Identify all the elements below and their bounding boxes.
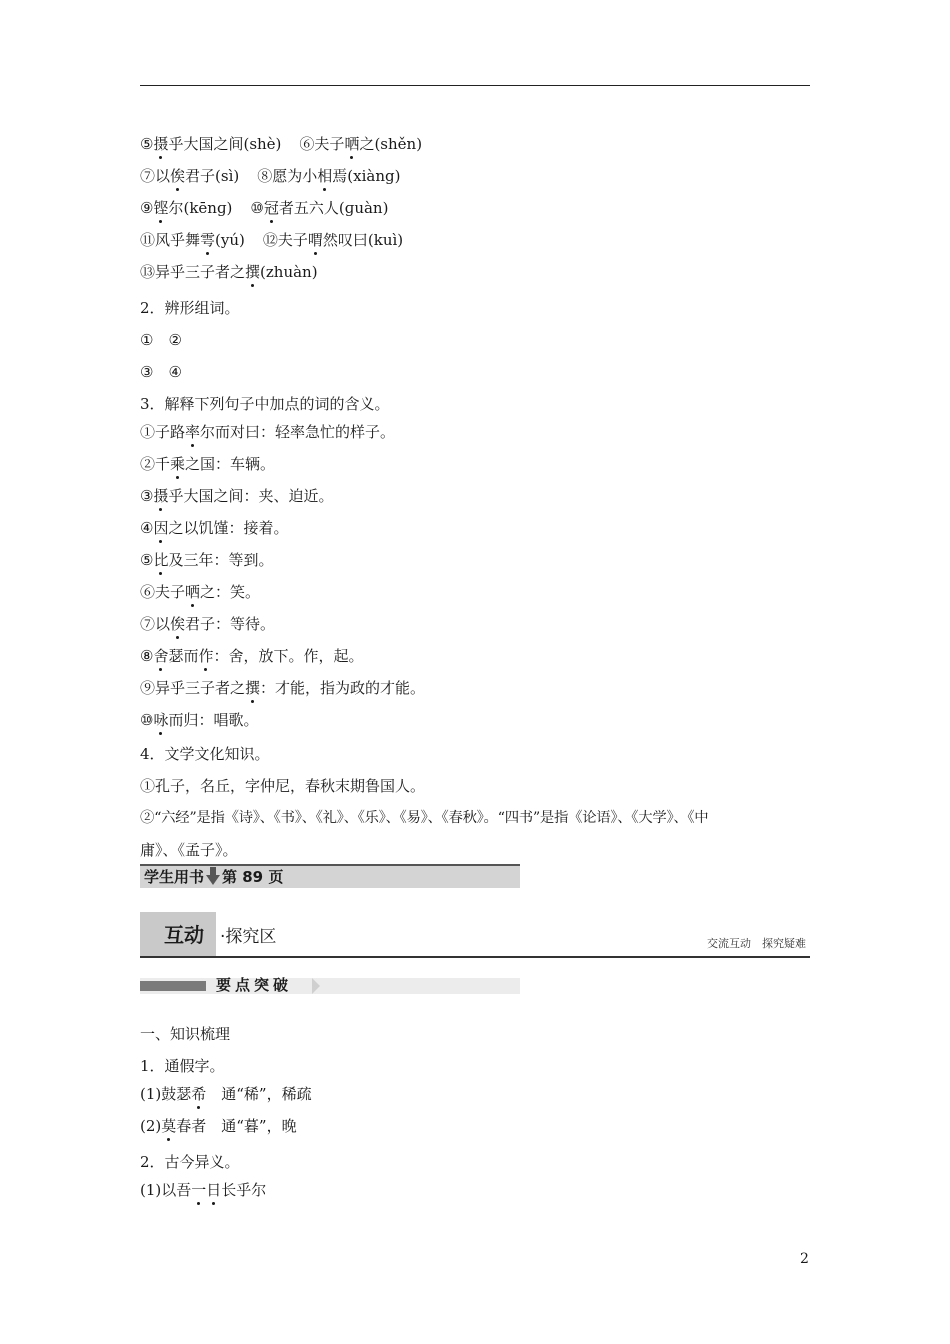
text: 之(shěn) — [359, 135, 423, 153]
dotted-char: 因 — [153, 519, 169, 537]
dotted-char: 铿 — [153, 199, 169, 217]
text: ④ — [140, 519, 154, 537]
form-heading: 2．辨形组词。 — [140, 299, 240, 317]
dotted-char: 撰 — [245, 263, 261, 281]
text: 之：笑。 — [200, 583, 261, 601]
explain-item-7 — [140, 614, 275, 634]
text: ：舍，放下。作，起。 — [213, 647, 364, 665]
text: (zhuàn) — [260, 263, 318, 281]
explain-item-8 — [140, 646, 364, 666]
explain-item-2 — [140, 454, 275, 474]
text: ③ — [140, 487, 154, 505]
dotted-char: 喟 — [307, 231, 323, 249]
dotted-char: 哂 — [344, 135, 360, 153]
text: ⑩ — [250, 199, 264, 217]
dotted-char: 比 — [153, 551, 169, 569]
pronunciation-line-1 — [140, 134, 422, 154]
text: 而归：唱歌。 — [168, 711, 259, 729]
dotted-char: 相 — [317, 167, 333, 185]
dotted-char: 咏 — [153, 711, 169, 729]
dotted-char: 哂 — [185, 583, 201, 601]
text: 尔(kēnɡ) — [168, 199, 233, 217]
text: ⑨异乎三子者之 — [140, 679, 246, 697]
text: ⑫夫子 — [262, 231, 308, 249]
gujin-item-1 — [140, 1180, 266, 1200]
key-points-label: 要点突破 — [216, 976, 293, 994]
explain-item-10 — [140, 710, 258, 730]
text: 乎大国之间(shè) — [168, 135, 282, 153]
text: ②千 — [140, 455, 171, 473]
arrow-down-icon — [206, 867, 220, 885]
text: 君子：等待。 — [185, 615, 276, 633]
tongjia-item-2 — [140, 1116, 297, 1136]
explain-item-5 — [140, 550, 273, 570]
dotted-char: 摄 — [153, 487, 169, 505]
dotted-char: 希 — [191, 1085, 207, 1103]
text: 长乎尔 — [221, 1181, 267, 1199]
page-number: 2 — [800, 1251, 809, 1267]
section-tagline: 交流互动 探究疑难 — [707, 937, 806, 950]
tongjia-item-1 — [140, 1084, 312, 1104]
banner-bar — [140, 981, 206, 991]
text: ⑧ — [140, 647, 154, 665]
text: ⑥夫子 — [299, 135, 345, 153]
banner-text — [144, 867, 283, 887]
student-book-banner — [140, 864, 520, 888]
dotted-char: 作 — [198, 647, 214, 665]
explain-item-4 — [140, 518, 288, 538]
form-row-1: ① ② — [140, 331, 182, 349]
text: 君子(sì) — [185, 167, 240, 185]
explain-item-3 — [140, 486, 333, 506]
explain-item-6 — [140, 582, 260, 602]
culture-item-2-cont: 庸》、《孟子》。 — [140, 841, 238, 859]
text: 通“稀”，稀疏 — [206, 1085, 312, 1103]
banner-left-label: 学生用书 — [144, 868, 205, 886]
knowledge-heading: 一、知识梳理 — [140, 1025, 231, 1043]
key-points-banner — [140, 978, 520, 994]
dotted-char: 日 — [206, 1181, 222, 1199]
dotted-char: 俟 — [170, 615, 186, 633]
text: 春者 通“暮”，晚 — [176, 1117, 297, 1135]
text: (2) — [140, 1117, 162, 1135]
dotted-char: 俟 — [170, 167, 186, 185]
text: ⑧愿为小 — [257, 167, 318, 185]
explain-item-9 — [140, 678, 425, 698]
dotted-char: 撰 — [245, 679, 261, 697]
section-subtitle: ·探究区 — [220, 927, 277, 947]
text: ⑨ — [140, 199, 154, 217]
pronunciation-line-4 — [140, 230, 403, 250]
text: ：才能，指为政的才能。 — [260, 679, 426, 697]
pronunciation-line-3 — [140, 198, 388, 218]
banner-page-label: 第 89 页 — [222, 868, 284, 886]
text: 焉(xiàng) — [332, 167, 401, 185]
tongjia-heading: 1．通假字。 — [140, 1057, 225, 1075]
text: 乎大国之间：夹、迫近。 — [168, 487, 334, 505]
dotted-char: 雩 — [200, 231, 216, 249]
text: 然叹曰(kuì) — [322, 231, 404, 249]
text: ⑤ — [140, 135, 154, 153]
text: 之以饥馑：接着。 — [168, 519, 289, 537]
gujin-heading: 2．古今异义。 — [140, 1153, 240, 1171]
section-title: 互动 — [164, 923, 204, 947]
text: ⑦以 — [140, 167, 171, 185]
text: (1)鼓瑟 — [140, 1085, 192, 1103]
form-row-2: ③ ④ — [140, 363, 182, 381]
dotted-char: 率 — [185, 423, 201, 441]
dotted-char: 摄 — [153, 135, 169, 153]
chevron-right-icon — [312, 978, 320, 994]
culture-item-1: ①孔子，名丘，字仲尼，春秋末期鲁国人。 — [140, 777, 426, 795]
text: ⑪风乎舞 — [140, 231, 201, 249]
top-rule — [140, 85, 810, 86]
dotted-char: 舍 — [153, 647, 169, 665]
dotted-char: 乘 — [170, 455, 186, 473]
text: 及三年：等到。 — [168, 551, 274, 569]
text: ⑥夫子 — [140, 583, 186, 601]
text: (1)以吾 — [140, 1181, 192, 1199]
text: (yú) — [215, 231, 245, 249]
dotted-char: 莫 — [161, 1117, 177, 1135]
explain-item-1 — [140, 422, 395, 442]
text: ⑬异乎三子者之 — [140, 263, 246, 281]
text: 尔而对曰：轻率急忙的样子。 — [200, 423, 396, 441]
pronunciation-line-2 — [140, 166, 400, 186]
text: ⑤ — [140, 551, 154, 569]
text: 者五六人(ɡuàn) — [278, 199, 389, 217]
text: 之国：车辆。 — [185, 455, 276, 473]
pronunciation-line-5 — [140, 262, 318, 282]
text: 瑟而 — [168, 647, 199, 665]
culture-item-2: ②“六经”是指《诗》、《书》、《礼》、《乐》、《易》、《春秋》。“四书”是指《论语》、《大学》、《中 — [140, 810, 709, 826]
text: ①子路 — [140, 423, 186, 441]
text: ⑩ — [140, 711, 154, 729]
section-header — [140, 912, 810, 958]
text: ⑦以 — [140, 615, 171, 633]
dotted-char: 一 — [191, 1181, 207, 1199]
culture-heading: 4．文学文化知识。 — [140, 745, 270, 763]
dotted-char: 冠 — [263, 199, 279, 217]
explain-heading: 3．解释下列句子中加点的词的含义。 — [140, 395, 390, 413]
